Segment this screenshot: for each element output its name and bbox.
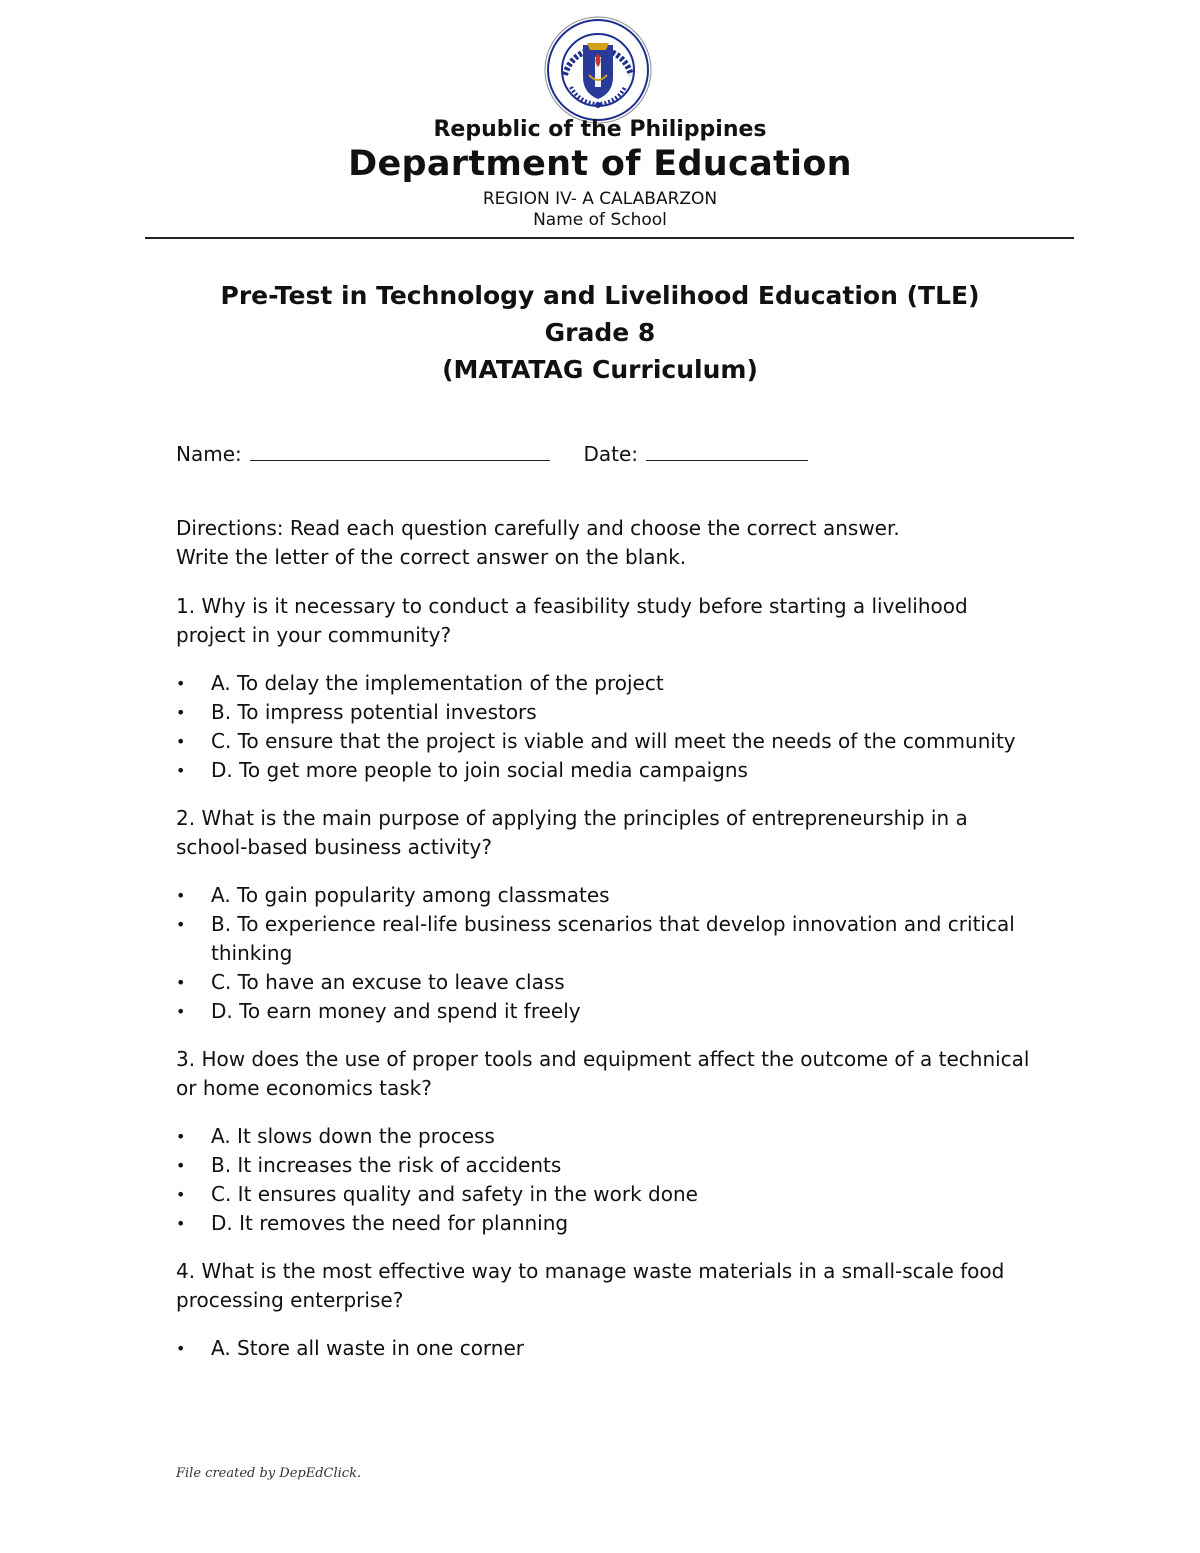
option-text: A. To delay the implementation of the project xyxy=(211,671,664,695)
name-date-row xyxy=(176,438,808,466)
department-heading: Department of Education xyxy=(348,144,852,184)
name-blank[interactable] xyxy=(250,438,550,461)
option-text: A. Store all waste in one corner xyxy=(211,1336,524,1360)
bullet-icon: • xyxy=(176,886,186,905)
option-text: D. It removes the need for planning xyxy=(211,1211,569,1235)
deped-seal-icon xyxy=(543,15,653,125)
option-item xyxy=(176,910,1036,968)
bullet-icon: • xyxy=(176,674,186,693)
option-item xyxy=(176,968,1036,997)
option-item xyxy=(176,1209,1036,1238)
option-item xyxy=(176,997,1036,1026)
option-item xyxy=(176,669,1036,698)
question-2-options xyxy=(176,881,1036,1026)
directions-line-1: Directions: Read each question carefully and choose the correct answer. xyxy=(176,516,900,540)
bullet-icon: • xyxy=(176,732,186,751)
option-item xyxy=(176,1122,1036,1151)
question-3: 3. How does the use of proper tools and equipment affect the outcome of a technical or home economics task? xyxy=(176,1047,1030,1100)
question-3-options xyxy=(176,1122,1036,1238)
option-item xyxy=(176,1180,1036,1209)
option-text: B. To impress potential investors xyxy=(211,700,537,724)
option-text: C. To ensure that the project is viable and will meet the needs of the community xyxy=(211,729,1016,753)
bullet-icon: • xyxy=(176,703,186,722)
grade-label: Grade 8 xyxy=(544,318,656,347)
option-item xyxy=(176,727,1036,756)
option-text: B. It increases the risk of accidents xyxy=(211,1153,562,1177)
bullet-icon: • xyxy=(176,1127,186,1146)
option-item xyxy=(176,1151,1036,1180)
question-4: 4. What is the most effective way to manage waste materials in a small-scale food processing enterprise? xyxy=(176,1259,1005,1312)
date-label: Date: xyxy=(583,442,639,466)
header-divider xyxy=(145,237,1074,239)
curriculum-label: (MATATAG Curriculum) xyxy=(442,355,758,384)
date-blank[interactable] xyxy=(646,438,808,461)
option-item xyxy=(176,881,1036,910)
bullet-icon: • xyxy=(176,1185,186,1204)
option-text: D. To get more people to join social media campaigns xyxy=(211,758,748,782)
bullet-icon: • xyxy=(176,761,186,780)
bullet-icon: • xyxy=(176,973,186,992)
footer-credit: File created by DepEdClick. xyxy=(176,1466,362,1481)
bullet-icon: • xyxy=(176,1156,186,1175)
question-1: 1. Why is it necessary to conduct a feasibility study before starting a livelihood project in your community? xyxy=(176,594,968,647)
bullet-icon: • xyxy=(176,1214,186,1233)
test-title: Pre-Test in Technology and Livelihood Education (TLE) xyxy=(220,281,980,310)
test-content xyxy=(176,514,1036,1382)
bullet-icon: • xyxy=(176,915,186,934)
option-text: D. To earn money and spend it freely xyxy=(211,999,581,1023)
option-text: A. It slows down the process xyxy=(211,1124,495,1148)
option-item xyxy=(176,1334,1036,1363)
name-label: Name: xyxy=(176,442,242,466)
question-1-options xyxy=(176,669,1036,785)
question-2: 2. What is the main purpose of applying the principles of entrepreneurship in a school-based business activity? xyxy=(176,806,968,859)
option-text: A. To gain popularity among classmates xyxy=(211,883,610,907)
option-text: C. It ensures quality and safety in the work done xyxy=(211,1182,698,1206)
option-text: B. To experience real-life business scenarios that develop innovation and critical thinking xyxy=(211,912,1015,965)
bullet-icon: • xyxy=(176,1339,186,1358)
option-item xyxy=(176,698,1036,727)
republic-heading: Republic of the Philippines xyxy=(433,117,767,142)
directions-line-2: Write the letter of the correct answer on the blank. xyxy=(176,545,687,569)
school-name: Name of School xyxy=(533,210,667,230)
directions xyxy=(176,514,1036,572)
option-text: C. To have an excuse to leave class xyxy=(211,970,565,994)
bullet-icon: • xyxy=(176,1002,186,1021)
region-line: REGION IV- A CALABARZON xyxy=(482,189,718,209)
question-4-options xyxy=(176,1334,1036,1363)
option-item xyxy=(176,756,1036,785)
